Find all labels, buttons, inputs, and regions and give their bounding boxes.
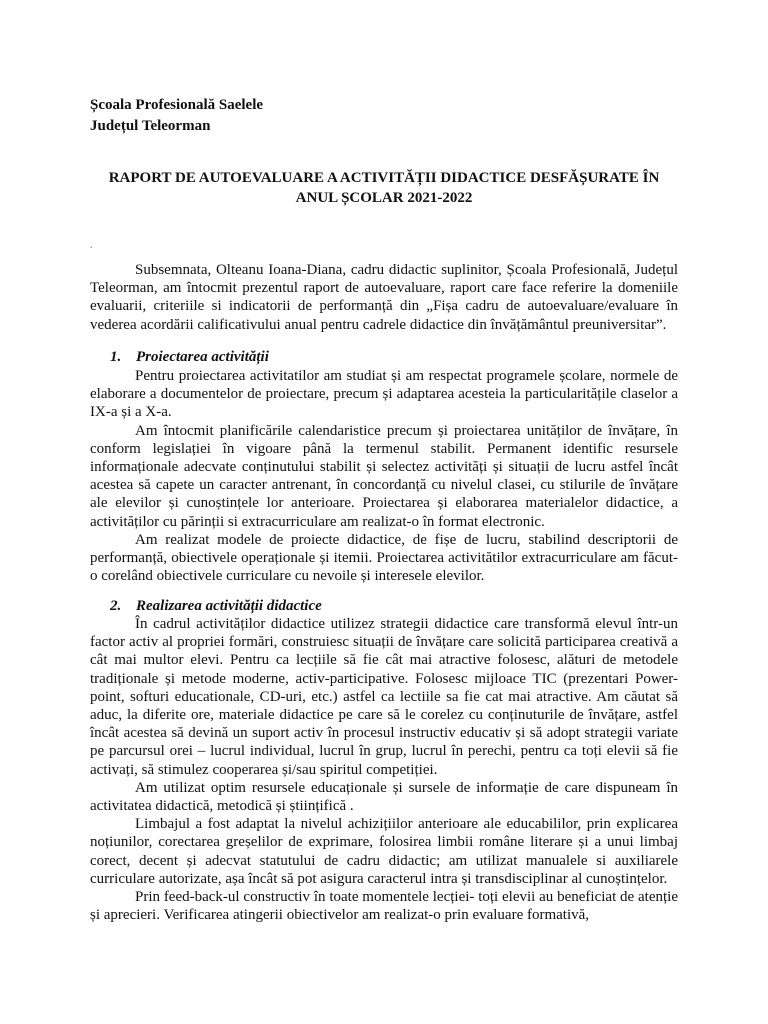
section-2-paragraph: Limbajul a fost adaptat la nivelul achizițiilor anterioare ale educabililor, prin explicarea noțiunilor, corectarea greșelilor de exprimare, folosirea limbii române literare și a unui limbaj corect, decent și adecvat statutului de cadru didactic; am utilizat manualele si auxiliarele curriculare autorizate, așa încât să pot asigura caracterul intra și transdisciplinar al cunoștințelor. bbox=[90, 816, 678, 887]
section-2-heading bbox=[110, 598, 322, 615]
section-2-paragraph: Prin feed-back-ul constructiv în toate momentele lecției- toți elevii au beneficiat de atenție și aprecieri. Verificarea atingerii obiectivelor am realizat-o prin evaluare formativă, bbox=[90, 889, 678, 924]
report-title-line-1: RAPORT DE AUTOEVALUARE A ACTIVITĂȚII DIDACTICE DESFĂȘURATE ÎN bbox=[108, 170, 660, 186]
school-name: Școala Profesională Saelele bbox=[90, 97, 264, 113]
section-2-paragraph: Am utilizat optim resursele educaționale și sursele de informație de care dispuneam în activitatea didactică, metodică și științifică . bbox=[90, 779, 678, 815]
intro-paragraph-block bbox=[90, 261, 678, 334]
section-1-title: Proiectarea activității bbox=[136, 349, 269, 365]
section-2-paragraph: În cadrul activităților didactice utilizez strategii didactice care transformă elevul într-un factor activ al propriei formări, construiesc situații de învățare care solicită participarea creativă a cât mai multor elevi. Pentru ca lecțiile să fie cât mai atractive folosesc, alături de metodele tradiționale și metode moderne, activ-participative. Folosesc mijloace TIC (prezentari Power-point, softuri educationale, CD-uri, etc.) astfel ca lectiile sa fie cat mai atractive. Am căutat să aduc, la diferite ore, materiale didactice pe care să le corelez cu conținuturile de învățare, astfel încât acestea să devină un suport activ în procesul instructiv educativ și să adopt strategii variate pe parcursul orei – lucrul individual, lucrul în grup, lucrul în perechi, pentru ca toți elevii să fie activați, să stimulez cooperarea și/sau spiritul competiției. bbox=[90, 616, 678, 778]
section-2-body bbox=[90, 615, 678, 924]
section-1-paragraph: Am întocmit planificările calendaristice precum și proiectarea unităților de învățare, în conform legislației în vigoare până la termenul stabilit. Permanent identific resursele informaționale adecvate conținutului stabilit și selectez activități și situații de lucru astfel încât acestea să capete un caracter antrenant, în concordanță cu nivelul clasei, cu stilurile de învățare ale elevilor și cunoștințele lor anterioare. Proiectarea și elaborarea materialelor didactice, a activităților cu părinții si extracurriculare am realizat-o în format electronic. bbox=[90, 422, 678, 530]
intro-paragraph: Subsemnata, Olteanu Ioana-Diana, cadru didactic suplinitor, Școala Profesională, Județul Teleorman, am întocmit prezentul raport de autoevaluare, raport care face referire la domeniile evaluarii, criteriile si indicatorii de performanță din „Fișa cadru de autoevaluare/evaluare în vederea acordării calificativului anual pentru cadrele didactice din învățământul preuniversitar”. bbox=[90, 262, 678, 333]
section-2-number: 2. bbox=[110, 598, 122, 614]
section-1-heading bbox=[110, 349, 269, 366]
report-title bbox=[90, 168, 678, 208]
section-1-paragraph: Pentru proiectarea activitatilor am studiat și am respectat programele școlare, normele de elaborare a documentelor de proiectare, precum și adaptarea acesteia la particularitățile claselor a IX-a și a X-a. bbox=[90, 368, 678, 421]
stray-marker: . bbox=[90, 240, 93, 251]
report-title-line-2: ANUL ȘCOLAR 2021-2022 bbox=[295, 190, 473, 206]
school-header bbox=[90, 95, 263, 137]
section-1-number: 1. bbox=[110, 349, 122, 365]
section-2-title: Realizarea activității didactice bbox=[136, 598, 322, 614]
section-1-body bbox=[90, 367, 678, 585]
section-1-paragraph: Am realizat modele de proiecte didactice, de fișe de lucru, stabilind descriptorii de performanță, obiectivele operaționale și itemii. Proiectarea activitătilor extracurriculare am făcut-o corelând obiectivele curriculare cu nevoile și interesele elevilor. bbox=[90, 531, 678, 585]
county-name: Județul Teleorman bbox=[90, 118, 211, 134]
